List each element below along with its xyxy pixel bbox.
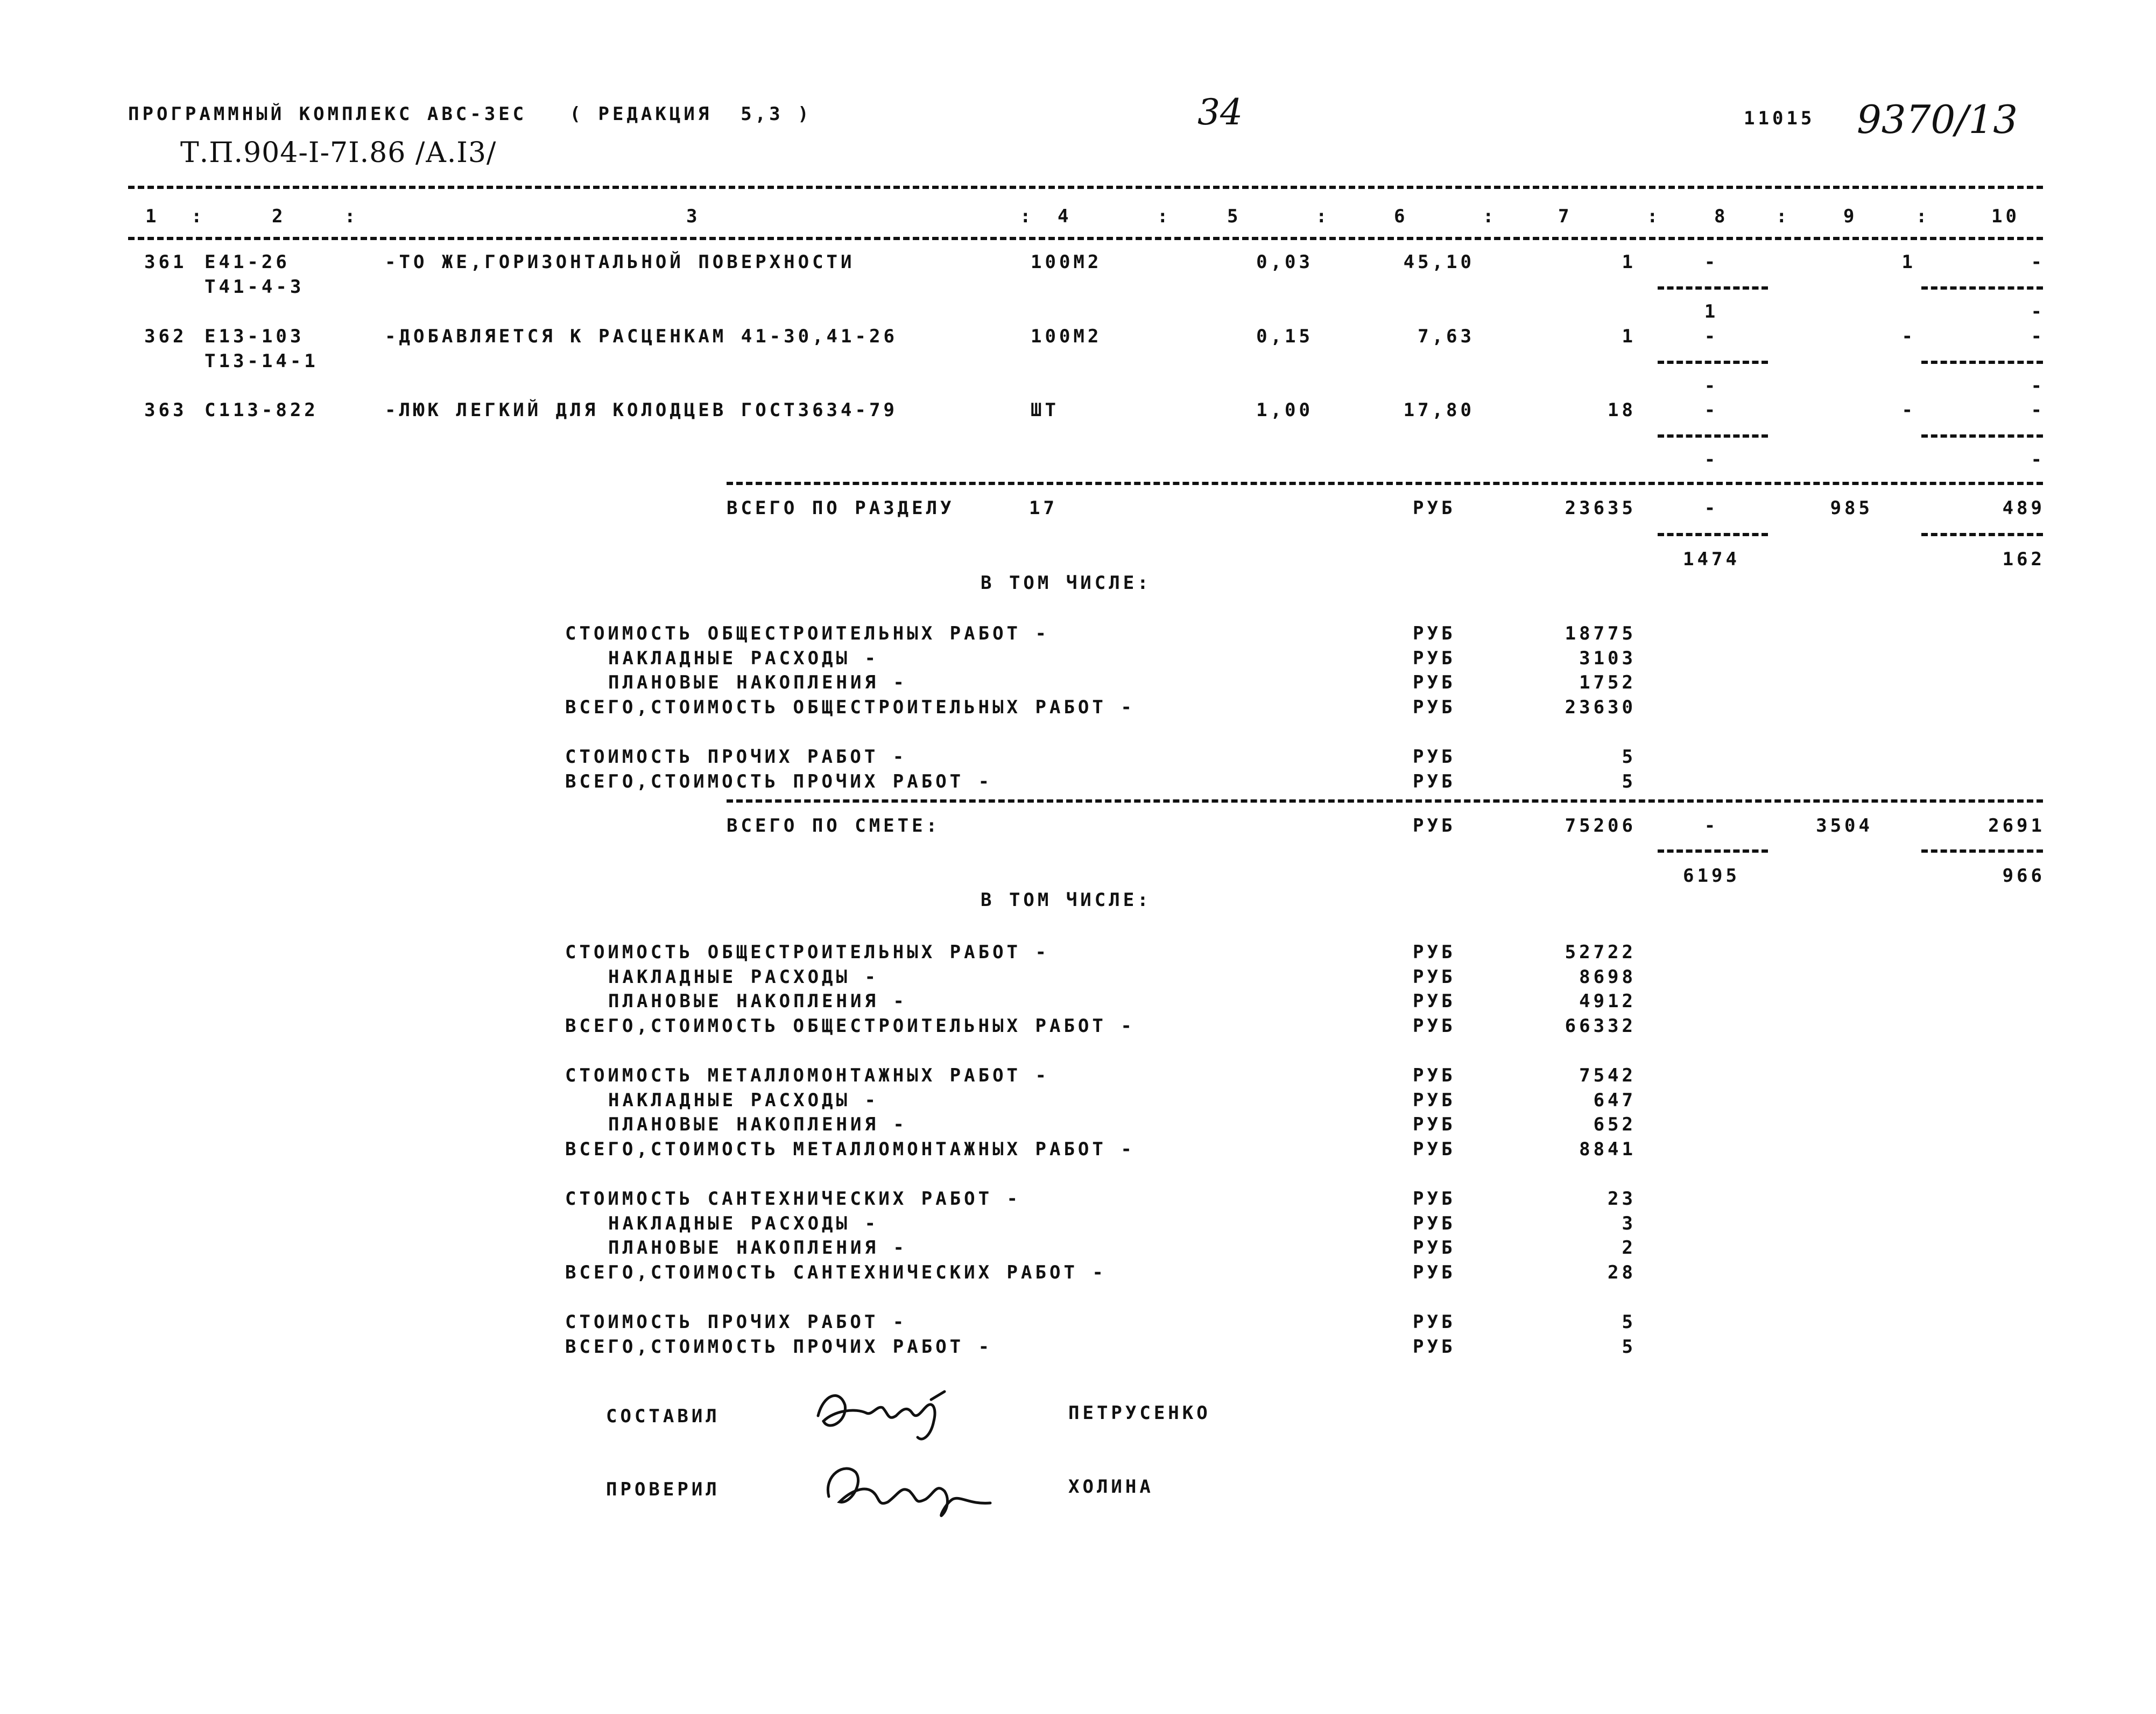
breakdown-unit: РУБ	[1413, 1261, 1456, 1283]
column-separator: :	[1316, 206, 1330, 227]
row-unit: ШТ	[1031, 399, 1059, 421]
breakdown-unit: РУБ	[1413, 1188, 1456, 1210]
row-code: С113-822	[205, 399, 319, 421]
breakdown-unit: РУБ	[1413, 1138, 1456, 1160]
breakdown-label: НАКЛАДНЫЕ РАСХОДЫ -	[608, 1089, 879, 1111]
checker-name: ХОЛИНА	[1068, 1476, 1154, 1498]
breakdown-value: 652	[1593, 1114, 1636, 1135]
breakdown-label: СТОИМОСТЬ ОБЩЕСТРОИТЕЛЬНЫХ РАБОТ -	[565, 623, 1049, 644]
row-col10-rule	[1921, 434, 2043, 438]
rule-section-c8	[1658, 533, 1768, 536]
row-number: 362	[144, 326, 187, 347]
breakdown-label: ВСЕГО,СТОИМОСТЬ ПРОЧИХ РАБОТ -	[565, 770, 993, 792]
breakdown-label: ПЛАНОВЫЕ НАКОПЛЕНИЯ -	[608, 1114, 907, 1135]
breakdown-label: ВСЕГО,СТОИМОСТЬ САНТЕХНИЧЕСКИХ РАБОТ -	[565, 1261, 1107, 1283]
compiled-by-label: СОСТАВИЛ	[606, 1406, 720, 1427]
row-number: 363	[144, 399, 187, 421]
breakdown-label: ПЛАНОВЫЕ НАКОПЛЕНИЯ -	[608, 672, 907, 693]
estimate-total-c10-top: 2691	[1988, 815, 2045, 837]
compiler-name: ПЕТРУСЕНКО	[1068, 1402, 1211, 1424]
rule-section-c10	[1921, 533, 2043, 536]
rule-top	[128, 186, 2043, 189]
rule-header	[128, 237, 2043, 240]
breakdown-label: СТОИМОСТЬ ОБЩЕСТРОИТЕЛЬНЫХ РАБОТ -	[565, 942, 1049, 963]
breakdown-value: 4912	[1579, 991, 1636, 1012]
section-breakdown-heading: В ТОМ ЧИСЛЕ:	[981, 572, 1152, 594]
breakdown-value: 18775	[1565, 623, 1636, 644]
breakdown-value: 52722	[1565, 942, 1636, 963]
row-unit: 100М2	[1031, 251, 1102, 273]
column-header-7: 7	[1558, 206, 1573, 227]
row-col10-rule	[1921, 361, 2043, 364]
row-total: 18	[1608, 399, 1636, 421]
row-price: 45,10	[1403, 251, 1475, 273]
row-code-secondary: Т13-14-1	[205, 350, 319, 372]
breakdown-value: 5	[1622, 746, 1636, 768]
column-header-1: 1	[145, 206, 160, 227]
row-total: 1	[1622, 251, 1636, 273]
row-quantity: 1,00	[1256, 399, 1313, 421]
breakdown-label: ПЛАНОВЫЕ НАКОПЛЕНИЯ -	[608, 1237, 907, 1259]
breakdown-value: 647	[1593, 1089, 1636, 1111]
estimate-total-c8-top: -	[1704, 815, 1719, 837]
breakdown-label: НАКЛАДНЫЕ РАСХОДЫ -	[608, 647, 879, 669]
breakdown-unit: РУБ	[1413, 770, 1456, 792]
breakdown-value: 7542	[1579, 1065, 1636, 1086]
breakdown-unit: РУБ	[1413, 991, 1456, 1012]
row-col9: -	[1901, 399, 1916, 421]
row-col8-top: -	[1704, 326, 1719, 347]
row-unit: 100М2	[1031, 326, 1102, 347]
column-header-8: 8	[1714, 206, 1729, 227]
breakdown-value: 8841	[1579, 1138, 1636, 1160]
column-header-4: 4	[1058, 206, 1072, 227]
column-separator: :	[1157, 206, 1172, 227]
estimate-total-value: 75206	[1565, 815, 1636, 837]
section-total-count: 17	[1029, 497, 1058, 519]
row-col8-rule	[1658, 434, 1768, 438]
row-col8-bottom: -	[1704, 375, 1719, 397]
signature-checked	[813, 1453, 1006, 1523]
row-col10-bottom: -	[2031, 375, 2045, 397]
breakdown-value: 1752	[1579, 672, 1636, 693]
breakdown-label: ВСЕГО,СТОИМОСТЬ МЕТАЛЛОМОНТАЖНЫХ РАБОТ -	[565, 1138, 1135, 1160]
program-title: ПРОГРАММНЫЙ КОМПЛЕКС АВС-3ЕС ( РЕДАКЦИЯ 5,3 )	[128, 103, 812, 125]
breakdown-label: ВСЕГО,СТОИМОСТЬ ОБЩЕСТРОИТЕЛЬНЫХ РАБОТ -	[565, 1015, 1135, 1037]
checked-by-label: ПРОВЕРИЛ	[606, 1479, 720, 1500]
column-header-6: 6	[1394, 206, 1408, 227]
breakdown-unit: РУБ	[1413, 746, 1456, 768]
estimate-breakdown-heading: В ТОМ ЧИСЛЕ:	[981, 889, 1152, 911]
breakdown-label: ВСЕГО,СТОИМОСТЬ ОБЩЕСТРОИТЕЛЬНЫХ РАБОТ -	[565, 696, 1135, 718]
doc-code: 11015	[1744, 108, 1815, 129]
row-code: Е41-26	[205, 251, 290, 273]
breakdown-unit: РУБ	[1413, 1114, 1456, 1135]
row-col10-bottom: -	[2031, 449, 2045, 470]
column-separator: :	[1020, 206, 1034, 227]
signature-compiled	[807, 1383, 980, 1448]
estimate-total-unit: РУБ	[1413, 815, 1456, 837]
row-col10-bottom: -	[2031, 301, 2045, 322]
row-code-secondary: Т41-4-3	[205, 276, 305, 298]
breakdown-value: 5	[1622, 770, 1636, 792]
section-total-c10-bottom: 162	[2002, 549, 2045, 570]
breakdown-unit: РУБ	[1413, 696, 1456, 718]
rule-estimate	[727, 799, 2043, 803]
section-total-c8-top: -	[1704, 497, 1719, 519]
breakdown-value: 8698	[1579, 966, 1636, 988]
row-col9: 1	[1901, 251, 1916, 273]
estimate-total-c8-bottom: 6195	[1683, 865, 1740, 887]
rule-section	[727, 482, 2043, 485]
breakdown-value: 5	[1622, 1336, 1636, 1358]
estimate-total-c10-bottom: 966	[2002, 865, 2045, 887]
breakdown-label: НАКЛАДНЫЕ РАСХОДЫ -	[608, 966, 879, 988]
breakdown-value: 23	[1608, 1188, 1636, 1210]
breakdown-label: НАКЛАДНЫЕ РАСХОДЫ -	[608, 1212, 879, 1234]
breakdown-value: 23630	[1565, 696, 1636, 718]
column-separator: :	[1483, 206, 1497, 227]
row-col8-bottom: 1	[1704, 301, 1719, 322]
row-col10-top: -	[2031, 326, 2045, 347]
section-total-unit: РУБ	[1413, 497, 1456, 519]
handwritten-ref: 9370/13	[1857, 97, 2018, 142]
estimate-total-label: ВСЕГО ПО СМЕТЕ:	[727, 815, 941, 837]
breakdown-value: 3103	[1579, 647, 1636, 669]
row-col8-top: -	[1704, 399, 1719, 421]
column-separator: :	[191, 206, 206, 227]
section-total-label: ВСЕГО ПО РАЗДЕЛУ	[727, 497, 955, 519]
section-total-value: 23635	[1565, 497, 1636, 519]
row-col8-rule	[1658, 361, 1768, 364]
section-total-c8-bottom: 1474	[1683, 549, 1740, 570]
row-col10-top: -	[2031, 399, 2045, 421]
row-col8-rule	[1658, 286, 1768, 290]
breakdown-label: СТОИМОСТЬ МЕТАЛЛОМОНТАЖНЫХ РАБОТ -	[565, 1065, 1049, 1086]
breakdown-label: СТОИМОСТЬ ПРОЧИХ РАБОТ -	[565, 746, 907, 768]
breakdown-unit: РУБ	[1413, 1336, 1456, 1358]
breakdown-unit: РУБ	[1413, 647, 1456, 669]
breakdown-unit: РУБ	[1413, 1089, 1456, 1111]
breakdown-value: 5	[1622, 1311, 1636, 1333]
column-separator: :	[1776, 206, 1791, 227]
breakdown-unit: РУБ	[1413, 966, 1456, 988]
row-col9: -	[1901, 326, 1916, 347]
project-code: Т.П.904-I-7I.86 /А.I3/	[180, 137, 497, 169]
column-header-3: 3	[686, 206, 701, 227]
page-number: 34	[1197, 92, 1243, 133]
breakdown-value: 2	[1622, 1237, 1636, 1259]
column-header-9: 9	[1843, 206, 1858, 227]
column-separator: :	[1916, 206, 1930, 227]
breakdown-unit: РУБ	[1413, 942, 1456, 963]
row-col8-bottom: -	[1704, 449, 1719, 470]
row-name: -ДОБАВЛЯЕТСЯ К РАСЦЕНКАМ 41-30,41-26	[385, 326, 898, 347]
column-header-2: 2	[272, 206, 286, 227]
breakdown-unit: РУБ	[1413, 1065, 1456, 1086]
row-price: 7,63	[1418, 326, 1475, 347]
breakdown-label: ПЛАНОВЫЕ НАКОПЛЕНИЯ -	[608, 991, 907, 1012]
row-col10-top: -	[2031, 251, 2045, 273]
row-code: Е13-103	[205, 326, 305, 347]
breakdown-unit: РУБ	[1413, 1311, 1456, 1333]
breakdown-value: 66332	[1565, 1015, 1636, 1037]
column-separator: :	[344, 206, 359, 227]
breakdown-value: 28	[1608, 1261, 1636, 1283]
row-price: 17,80	[1403, 399, 1475, 421]
column-header-5: 5	[1227, 206, 1242, 227]
breakdown-label: СТОИМОСТЬ САНТЕХНИЧЕСКИХ РАБОТ -	[565, 1188, 1021, 1210]
breakdown-label: ВСЕГО,СТОИМОСТЬ ПРОЧИХ РАБОТ -	[565, 1336, 993, 1358]
estimate-total-c9: 3504	[1816, 815, 1873, 837]
row-quantity: 0,03	[1256, 251, 1313, 273]
row-quantity: 0,15	[1256, 326, 1313, 347]
breakdown-value: 3	[1622, 1212, 1636, 1234]
row-name: -ЛЮК ЛЕГКИЙ ДЛЯ КОЛОДЦЕВ ГОСТ3634-79	[385, 399, 898, 421]
breakdown-unit: РУБ	[1413, 1212, 1456, 1234]
row-name: -ТО ЖЕ,ГОРИЗОНТАЛЬНОЙ ПОВЕРХНОСТИ	[385, 251, 855, 273]
breakdown-unit: РУБ	[1413, 1237, 1456, 1259]
rule-estimate-c8	[1658, 849, 1768, 853]
column-header-10: 10	[1991, 206, 2020, 227]
row-col10-rule	[1921, 286, 2043, 290]
breakdown-unit: РУБ	[1413, 623, 1456, 644]
section-total-c10-top: 489	[2002, 497, 2045, 519]
section-total-c9: 985	[1830, 497, 1873, 519]
breakdown-unit: РУБ	[1413, 672, 1456, 693]
rule-estimate-c10	[1921, 849, 2043, 853]
column-separator: :	[1647, 206, 1661, 227]
row-col8-top: -	[1704, 251, 1719, 273]
row-number: 361	[144, 251, 187, 273]
breakdown-label: СТОИМОСТЬ ПРОЧИХ РАБОТ -	[565, 1311, 907, 1333]
row-total: 1	[1622, 326, 1636, 347]
breakdown-unit: РУБ	[1413, 1015, 1456, 1037]
